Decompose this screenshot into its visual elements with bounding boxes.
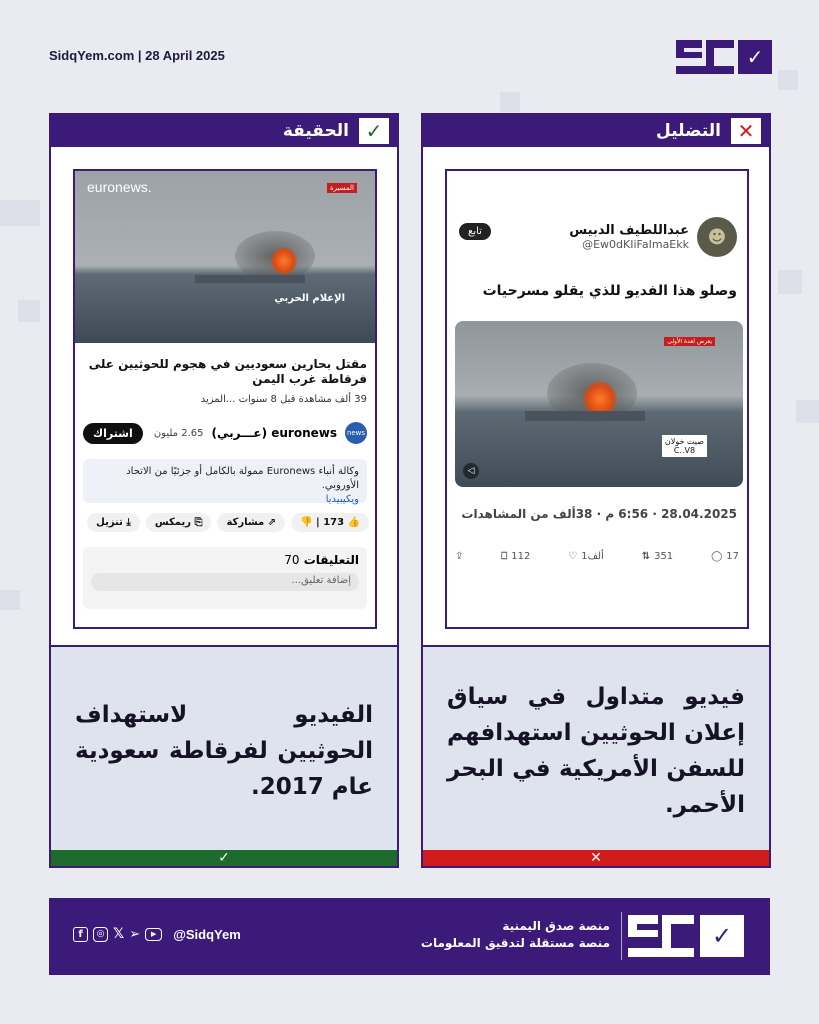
comment-input[interactable]: إضافة تعليق... (91, 573, 359, 591)
comments-count: 70 (284, 553, 300, 567)
tweet-video[interactable] (455, 321, 743, 487)
bg-pixel (500, 92, 520, 112)
fact-panel (49, 113, 399, 868)
x-mark-icon: ✕ (590, 850, 602, 866)
platform-desc: منصة مستقلة لتدقيق المعلومات (420, 936, 610, 950)
like-count: 173 (323, 517, 345, 528)
fact-label: الحقيقة (282, 121, 349, 141)
subscribe-button[interactable]: اشتراك (83, 423, 143, 444)
facebook-icon[interactable]: f (73, 927, 88, 942)
retweet-count: 351 (654, 551, 674, 562)
fact-footer (51, 850, 397, 866)
tweet-author[interactable] (569, 217, 737, 257)
claim-caption: فيديو متداول في سياق إعلان الحوثيين استهدافهم للسفن الأمريكية في البحر الأحمر. (447, 684, 745, 818)
bg-pixel (778, 70, 798, 90)
footer-bar (49, 898, 770, 975)
channel-row (83, 419, 367, 447)
logo-glyph-icon (676, 40, 734, 74)
like-count: 1ألف (581, 551, 604, 562)
sidqyem-logo (676, 40, 772, 74)
tweet-text: وصلو هذا الفديو للذي يقلو مسرحيات (482, 283, 737, 299)
logo-glyph-icon (628, 915, 694, 957)
social-icons (73, 926, 241, 942)
share-icon[interactable]: ⇪ (455, 551, 464, 562)
tweet-meta: 28.04.2025 · 6:56 م · 38ألف من المشاهدات (461, 507, 737, 521)
share-button[interactable]: ⇗ مشاركة (217, 513, 285, 532)
youtube-icon[interactable]: ▶ (145, 928, 162, 941)
bg-pixel (0, 590, 20, 610)
tweet-display-name: عبداللطيف الدبيس (569, 223, 689, 238)
fact-caption-box (51, 649, 397, 853)
claim-panel (421, 113, 771, 868)
check-mark-icon: ✓ (738, 40, 772, 74)
footer-handle[interactable]: @SidqYem (173, 926, 241, 942)
bg-pixel (18, 300, 40, 322)
reply-count: 17 (726, 551, 739, 562)
claim-evidence-area (423, 147, 769, 647)
fire (271, 247, 297, 275)
divider (621, 912, 622, 960)
avatar[interactable]: ☻ (697, 217, 737, 257)
claim-label: التضليل (656, 121, 721, 141)
claim-footer (423, 850, 769, 866)
video-stats: 39 ألف مشاهدة قبل 8 سنوات ...المزيد (200, 394, 367, 405)
video-badge: المسيرة (327, 183, 357, 193)
video-overlay-label: الإعلام الحربي (274, 293, 345, 304)
claim-caption-box (423, 649, 769, 853)
tweet-card[interactable] (445, 169, 749, 629)
share-label: مشاركة (226, 517, 265, 528)
download-label: تنزيل (96, 517, 123, 528)
platform-name: منصة صدق اليمنية (502, 919, 610, 933)
bookmark-action[interactable] (501, 551, 530, 562)
instagram-icon[interactable]: ◎ (93, 927, 108, 942)
fact-header (51, 115, 397, 147)
euronews-logo: euronews. (87, 179, 152, 195)
ship (525, 411, 645, 421)
bg-pixel (778, 270, 802, 294)
check-mark-icon: ✓ (700, 915, 744, 957)
retweet-icon: ⇅ (641, 551, 651, 562)
footer-platform (421, 918, 610, 952)
telegram-icon[interactable]: ➢ (129, 926, 141, 942)
like-action[interactable] (568, 551, 604, 562)
bookmark-count: 112 (511, 551, 531, 562)
tweet-handle: @Ew0dKIiFaImaEkk (582, 238, 689, 251)
reply-action[interactable] (711, 551, 739, 562)
video-overlay-text: صيت خولان (664, 437, 704, 446)
video-action-buttons (81, 513, 369, 532)
follow-button[interactable]: تابع (459, 223, 491, 240)
funding-text: وكالة أنباء Euronews ممولة بالكامل أو جزئيًا من الاتحاد الأوروبي. (126, 466, 359, 491)
download-button[interactable]: ⤓ تنزيل (87, 513, 140, 532)
retweet-action[interactable] (642, 551, 673, 562)
comments-label: التعليقات (303, 553, 359, 567)
check-mark-icon: ✓ (218, 850, 230, 866)
x-icon[interactable]: 𝕏 (113, 926, 125, 942)
bookmark-icon: ⎕ (501, 551, 508, 562)
x-mark-icon: ✕ (731, 118, 761, 144)
fact-evidence-area (51, 147, 397, 647)
video-overlay-code: C..V8 (673, 446, 696, 455)
check-mark-icon: ✓ (359, 118, 389, 144)
claim-header (423, 115, 769, 147)
comments-section[interactable] (83, 547, 367, 609)
mute-icon[interactable]: ◁ (463, 463, 479, 479)
youtube-card[interactable] (73, 169, 377, 629)
sidqyem-logo (628, 915, 744, 957)
bg-pixel (796, 400, 819, 423)
funding-notice (83, 459, 367, 503)
heart-icon: ♡ (568, 551, 578, 562)
tweet-actions (455, 551, 739, 562)
video-title[interactable]: مقتل بحارين سعوديين في هجوم للحوثيين على فرقاطة غرب اليمن (88, 357, 367, 386)
remix-label: ريمكس (154, 517, 191, 528)
video-overlay-label (662, 435, 707, 457)
channel-avatar[interactable]: news (345, 422, 367, 444)
ship (195, 275, 305, 283)
video-badge: يعرض لعدة الأولى (664, 337, 715, 346)
like-button[interactable]: 👍 173 | 👎 (291, 513, 369, 532)
bg-pixel (0, 200, 40, 226)
reply-icon: ◯ (711, 551, 723, 562)
youtube-video[interactable] (75, 171, 375, 343)
channel-name[interactable]: euronews (عـــربي) (211, 426, 337, 440)
fact-caption: الفيديو لاستهداف الحوثيين لفرقاطة سعودية عام 2017. (75, 702, 373, 800)
channel-subscribers: 2.65 مليون (153, 427, 204, 439)
wikipedia-link[interactable]: ويكيبيديا (325, 494, 359, 505)
site-date: SidqYem.com | 28 April 2025 (49, 48, 225, 63)
remix-button[interactable]: ⎘ ريمكس (146, 513, 212, 532)
